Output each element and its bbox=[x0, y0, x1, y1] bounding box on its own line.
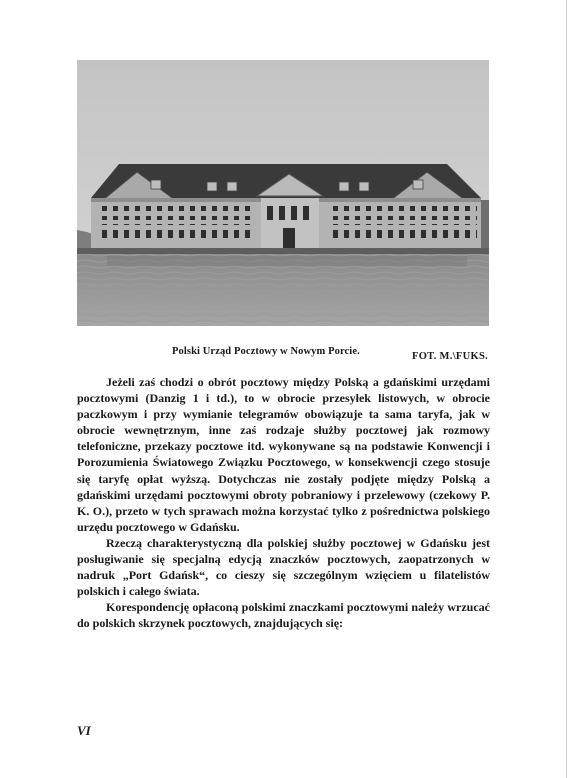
photo-credit: FOT. M.\FUKS. bbox=[412, 351, 489, 362]
page-edge bbox=[566, 0, 567, 778]
page-number: VI bbox=[77, 723, 91, 738]
paragraph: Rzeczą charakterystyczną dla polskiej służby pocztowej w Gdańsku jest posługiwanie się specjalną edycją znaczków pocztowych, zaopatrzonych w nadruk „Port Gdańsk“, co cieszy się szczególnym wzięciem u filatelistów polskich i całego świata. bbox=[77, 535, 490, 599]
body-text bbox=[77, 374, 490, 632]
figure-caption: Polski Urząd Pocztowy w Nowym Porcie. bbox=[172, 346, 360, 357]
paragraph: Korespondencję opłaconą polskimi znaczkami pocztowymi należy wrzucać do polskich skrzynek pocztowych, znajdujących się: bbox=[77, 600, 490, 631]
post-office-photo bbox=[77, 60, 489, 326]
paragraph: Jeżeli zaś chodzi o obrót pocztowy między Polską a gdańskimi urzędami pocztowymi (Danzig 1 i td.), to w obrocie przesyłek listowych, w obrocie paczkowym i przy wymianie telegramów obowiązuje ta sama taryfa, jak w obrocie wewnętrznym, inne zaś rodzaje służby pocztowej jak rozmowy telefoniczne, przekazy pocztowe itd. wykonywane są na podstawie Konwencji i Porozumienia Światowego Związku Pocztowego, w konsekwencji czego stosuje się taryfę opłat wyższą. Dotychczas nie zostały podjęte między Polską a gdańskimi urzędami pocztowymi obroty pobraniowy i przelewowy (czekowy P. K. O.), przeto w tych sprawach można korzystać tylko z pośrednictwa polskiego urzędu pocztowego w Gdańsku. bbox=[77, 375, 490, 534]
